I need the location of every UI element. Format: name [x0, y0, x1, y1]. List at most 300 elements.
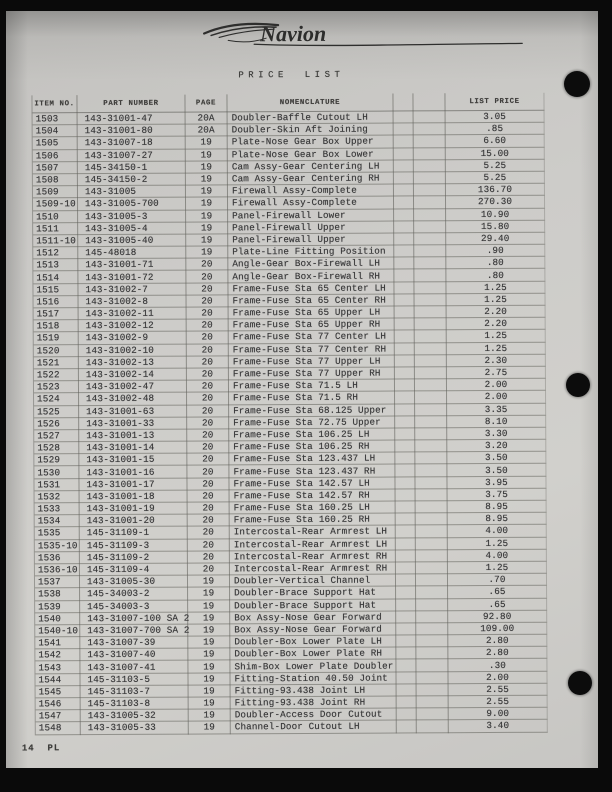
list-price-cell: 270.30: [445, 196, 544, 209]
blank-cell: [414, 367, 446, 379]
blank-cell: [415, 464, 447, 476]
page-cell: 20: [187, 417, 229, 429]
list-price-cell: 1.25: [447, 537, 546, 550]
part-number-cell: 143-31007-40: [80, 648, 188, 661]
punch-hole-icon: [564, 71, 590, 97]
page-cell: 20: [187, 404, 229, 416]
blank-cell: [416, 708, 448, 720]
nomenclature-cell: Frame-Fuse Sta 65 Upper RH: [228, 318, 394, 331]
blank-cell: [393, 160, 413, 172]
header-list-price: LIST PRICE: [445, 93, 544, 111]
list-price-cell: 5.25: [445, 171, 544, 184]
nomenclature-cell: Intercostal-Rear Armrest LH: [229, 525, 395, 538]
blank-cell: [414, 245, 446, 257]
list-price-cell: 2.80: [448, 634, 547, 647]
page-cell: 19: [185, 173, 227, 185]
nomenclature-cell: Doubler-Brace Support Hat: [230, 586, 396, 599]
page-cell: 19: [185, 148, 227, 160]
list-price-cell: 2.75: [446, 366, 545, 379]
blank-cell: [394, 318, 414, 330]
page-cell: 19: [186, 209, 228, 221]
item-no-cell: 1513: [33, 259, 78, 271]
nomenclature-cell: Frame-Fuse Sta 123.437 RH: [229, 464, 395, 477]
table-row: [35, 720, 547, 735]
item-no-cell: 1512: [33, 247, 78, 259]
list-price-cell: 2.00: [448, 671, 547, 684]
list-price-cell: 3.35: [447, 403, 546, 416]
item-no-cell: 1509: [32, 186, 77, 198]
page-cell: 19: [188, 612, 230, 624]
blank-cell: [415, 391, 447, 403]
list-price-cell: 1.25: [446, 330, 545, 343]
page-cell: 20: [186, 283, 228, 295]
nomenclature-cell: Plate-Nose Gear Box Lower: [227, 148, 393, 161]
list-price-cell: 2.20: [446, 305, 545, 318]
part-number-cell: 143-31005-40: [78, 234, 186, 247]
blank-cell: [394, 306, 414, 318]
blank-cell: [395, 513, 415, 525]
page-cell: 20: [187, 563, 229, 575]
page-cell: 20: [186, 319, 228, 331]
blank-cell: [413, 196, 445, 208]
nomenclature-cell: Frame-Fuse Sta 72.75 Upper: [229, 416, 395, 429]
nomenclature-cell: Frame-Fuse Sta 65 Center RH: [228, 294, 394, 307]
nomenclature-cell: Box Assy-Nose Gear Forward: [230, 623, 396, 636]
item-no-cell: 1517: [33, 308, 78, 320]
blank-cell: [416, 696, 448, 708]
blank-cell: [415, 428, 447, 440]
nomenclature-cell: Frame-Fuse Sta 142.57 LH: [229, 477, 395, 490]
nomenclature-cell: Frame-Fuse Sta 160.25 LH: [229, 501, 395, 514]
blank-cell: [416, 586, 448, 598]
page-cell: 19: [186, 222, 228, 234]
blank-cell: [415, 562, 447, 574]
item-no-cell: 1537: [34, 576, 79, 588]
list-price-cell: 1.25: [446, 281, 545, 294]
part-number-cell: 145-31103-8: [80, 697, 188, 710]
blank-cell: [395, 464, 415, 476]
nomenclature-cell: Doubler-Baffle Cutout LH: [227, 111, 393, 124]
part-number-cell: 143-31007-700 SA 2: [80, 624, 188, 637]
blank-cell: [416, 598, 448, 610]
blank-cell: [394, 379, 414, 391]
blank-cell: [394, 367, 414, 379]
nomenclature-cell: Shim-Box Lower Plate Doubler: [230, 659, 396, 672]
item-no-cell: 1504: [32, 125, 77, 137]
part-number-cell: 145-31109-2: [79, 551, 187, 564]
list-price-cell: .65: [448, 586, 547, 599]
blank-cell: [413, 172, 445, 184]
part-number-cell: 145-34150-1: [77, 161, 185, 174]
blank-cell: [396, 696, 416, 708]
part-number-cell: 143-31001-17: [79, 478, 187, 491]
part-number-cell: 143-31002-8: [78, 295, 186, 308]
blank-cell: [394, 282, 414, 294]
part-number-cell: 143-31002-14: [78, 368, 186, 381]
item-no-cell: 1532: [34, 490, 79, 502]
blank-cell: [416, 647, 448, 659]
blank-cell: [395, 428, 415, 440]
blank-cell: [393, 111, 413, 123]
item-no-cell: 1526: [34, 417, 79, 429]
page-cell: 20: [187, 502, 229, 514]
page-cell: 20: [187, 429, 229, 441]
blank-cell: [395, 403, 415, 415]
part-number-cell: 143-31001-80: [77, 124, 185, 137]
page-cell: 20: [186, 270, 228, 282]
page-cell: 20: [186, 258, 228, 270]
list-price-cell: 2.00: [447, 391, 546, 404]
blank-cell: [396, 611, 416, 623]
part-number-cell: 143-31002-7: [78, 283, 186, 296]
blank-cell: [413, 147, 445, 159]
blank-cell: [395, 416, 415, 428]
nomenclature-cell: Angle-Gear Box-Firewall RH: [228, 269, 394, 282]
item-no-cell: 1543: [35, 661, 80, 673]
list-price-cell: 3.50: [447, 451, 546, 464]
nomenclature-cell: Frame-Fuse Sta 77 Center LH: [228, 330, 394, 343]
blank-cell: [393, 196, 413, 208]
nomenclature-cell: Frame-Fuse Sta 77 Upper RH: [228, 367, 394, 380]
page-cell: 19: [188, 636, 230, 648]
nomenclature-cell: Frame-Fuse Sta 71.5 LH: [228, 379, 394, 392]
blank-cell: [415, 549, 447, 561]
blank-cell: [395, 489, 415, 501]
list-price-cell: .70: [447, 573, 546, 586]
page-cell: 19: [187, 575, 229, 587]
page-cell: 19: [188, 697, 230, 709]
nomenclature-cell: Angle-Gear Box-Firewall LH: [228, 257, 394, 270]
page-cell: 19: [188, 587, 230, 599]
item-no-cell: 1531: [34, 478, 79, 490]
nomenclature-cell: Intercostal-Rear Armrest LH: [229, 538, 395, 551]
item-no-cell: 1520: [33, 344, 78, 356]
page-cell: 20: [186, 307, 228, 319]
blank-cell: [396, 647, 416, 659]
nomenclature-cell: Doubler-Vertical Channel: [229, 574, 395, 587]
list-price-cell: 8.95: [447, 512, 546, 525]
nomenclature-cell: Frame-Fuse Sta 77 Upper LH: [228, 355, 394, 368]
page-cell: 20: [187, 490, 229, 502]
blank-cell: [394, 233, 414, 245]
punch-hole-icon: [568, 671, 592, 695]
part-number-cell: 143-31001-71: [78, 258, 186, 271]
list-price-cell: 2.20: [446, 317, 545, 330]
list-price-cell: 4.00: [447, 525, 546, 538]
item-no-cell: 1545: [35, 685, 80, 697]
nomenclature-cell: Channel-Door Cutout LH: [230, 720, 396, 733]
part-number-cell: 143-31001-14: [79, 441, 187, 454]
part-number-cell: 143-31001-47: [77, 112, 185, 125]
part-number-cell: 143-31005-3: [78, 210, 186, 223]
blank-cell: [413, 159, 445, 171]
part-number-cell: 143-31001-19: [79, 502, 187, 515]
item-no-cell: 1548: [35, 722, 80, 734]
part-number-cell: 145-31103-7: [80, 685, 188, 698]
nomenclature-cell: Plate-Line Fitting Position: [228, 245, 394, 258]
blank-cell: [396, 720, 416, 732]
blank-cell: [416, 720, 448, 732]
page-cell: 20A: [185, 124, 227, 136]
item-no-cell: 1542: [35, 649, 80, 661]
blank-cell: [414, 257, 446, 269]
part-number-cell: 145-48018: [78, 246, 186, 259]
list-price-cell: 2.80: [448, 646, 547, 659]
page-cell: 19: [186, 246, 228, 258]
item-no-cell: 1506: [32, 149, 77, 161]
nomenclature-cell: Firewall Assy-Complete: [227, 196, 393, 209]
item-no-cell: 1539: [35, 600, 80, 612]
blank-cell: [395, 477, 415, 489]
part-number-cell: 143-31005-32: [80, 709, 188, 722]
nomenclature-cell: Doubler-Access Door Cutout: [230, 708, 396, 721]
list-price-cell: .80: [446, 256, 545, 269]
item-no-cell: 1515: [33, 283, 78, 295]
blank-cell: [395, 501, 415, 513]
nomenclature-cell: Frame-Fuse Sta 106.25 RH: [229, 440, 395, 453]
list-price-cell: 8.95: [447, 500, 546, 513]
item-no-cell: 1530: [34, 466, 79, 478]
header-item-no: ITEM NO.: [32, 95, 77, 113]
nomenclature-cell: Fitting-93.438 Joint LH: [230, 684, 396, 697]
list-price-cell: 2.55: [448, 695, 547, 708]
blank-cell: [413, 184, 445, 196]
item-no-cell: 1547: [35, 710, 80, 722]
part-number-cell: 143-31007-41: [80, 661, 188, 674]
part-number-cell: 143-31001-20: [79, 514, 187, 527]
item-no-cell: 1521: [33, 356, 78, 368]
blank-cell: [394, 245, 414, 257]
page-cell: 20: [187, 453, 229, 465]
part-number-cell: 143-31002-47: [78, 380, 186, 393]
page-cell: 19: [188, 599, 230, 611]
list-price-cell: 3.50: [447, 464, 546, 477]
part-number-cell: 143-31001-72: [78, 271, 186, 284]
nomenclature-cell: Frame-Fuse Sta 160.25 RH: [229, 513, 395, 526]
blank-cell: [415, 403, 447, 415]
page-cell: 20: [186, 380, 228, 392]
part-number-cell: 143-31005-30: [79, 575, 187, 588]
blank-cell: [413, 135, 445, 147]
blank-cell: [413, 123, 445, 135]
list-price-cell: 1.25: [446, 342, 545, 355]
item-no-cell: 1527: [34, 430, 79, 442]
page-content: [6, 11, 598, 768]
blank-cell: [394, 221, 414, 233]
page-cell: 20: [187, 465, 229, 477]
item-no-cell: 1544: [35, 673, 80, 685]
list-price-cell: 3.95: [447, 476, 546, 489]
list-price-cell: 15.00: [445, 147, 544, 160]
blank-cell: [414, 294, 446, 306]
part-number-cell: 143-31001-33: [79, 417, 187, 430]
part-number-cell: 143-31005-700: [77, 197, 185, 210]
item-no-cell: 1525: [34, 405, 79, 417]
list-price-cell: 109.00: [448, 622, 547, 635]
item-no-cell: 1533: [34, 503, 79, 515]
nomenclature-cell: Fitting-93.438 Joint RH: [230, 696, 396, 709]
part-number-cell: 143-31007-100 SA 2: [80, 612, 188, 625]
blank-cell: [414, 220, 446, 232]
item-no-cell: 1540-10: [35, 625, 80, 637]
blank-cell: [394, 269, 414, 281]
item-no-cell: 1540: [35, 612, 80, 624]
nomenclature-cell: Frame-Fuse Sta 77 Center RH: [228, 343, 394, 356]
item-no-cell: 1511: [33, 222, 78, 234]
header-page: PAGE: [185, 94, 227, 112]
item-no-cell: 1522: [33, 369, 78, 381]
blank-cell: [393, 172, 413, 184]
item-no-cell: 1524: [34, 393, 79, 405]
blank-cell: [394, 294, 414, 306]
blank-cell: [413, 111, 445, 123]
blank-cell: [395, 537, 415, 549]
header-part-number: PART NUMBER: [77, 95, 185, 113]
page-cell: 20A: [185, 112, 227, 124]
blank-cell: [395, 391, 415, 403]
part-number-cell: 143-31002-10: [78, 344, 186, 357]
page-cell: 20: [187, 392, 229, 404]
header-nomenclature: NOMENCLATURE: [227, 94, 393, 112]
nomenclature-cell: Doubler-Box Lower Plate RH: [230, 647, 396, 660]
blank-cell: [393, 135, 413, 147]
item-no-cell: 1503: [32, 113, 77, 125]
part-number-cell: 145-34150-2: [77, 173, 185, 186]
list-price-cell: 3.05: [445, 110, 544, 123]
part-number-cell: 145-31103-5: [80, 673, 188, 686]
page-cell: 20: [187, 526, 229, 538]
blank-cell: [396, 708, 416, 720]
blank-cell: [415, 489, 447, 501]
blank-cell: [394, 342, 414, 354]
blank-cell: [415, 476, 447, 488]
list-price-cell: 3.30: [447, 427, 546, 440]
page-cell: 19: [186, 234, 228, 246]
nomenclature-cell: Frame-Fuse Sta 106.25 LH: [229, 428, 395, 441]
item-no-cell: 1505: [32, 137, 77, 149]
punch-hole-icon: [566, 373, 590, 397]
nomenclature-cell: Frame-Fuse Sta 65 Upper LH: [228, 306, 394, 319]
blank-cell: [414, 379, 446, 391]
blank-cell: [415, 574, 447, 586]
blank-cell: [393, 184, 413, 196]
blank-cell: [393, 147, 413, 159]
blank-cell: [395, 550, 415, 562]
blank-cell: [396, 684, 416, 696]
nomenclature-cell: Fitting-Station 40.50 Joint: [230, 672, 396, 685]
list-price-cell: .80: [446, 269, 545, 282]
nomenclature-cell: Frame-Fuse Sta 68.125 Upper: [229, 404, 395, 417]
nomenclature-cell: Panel-Firewall Upper: [228, 221, 394, 234]
nomenclature-cell: Cam Assy-Gear Centering LH: [227, 160, 393, 173]
list-price-cell: 2.00: [446, 378, 545, 391]
page-cell: 19: [188, 721, 230, 733]
blank-cell: [394, 355, 414, 367]
list-price-cell: .85: [445, 122, 544, 135]
page-cell: 19: [188, 709, 230, 721]
part-number-cell: 143-31001-15: [79, 453, 187, 466]
part-number-cell: 143-31002-12: [78, 319, 186, 332]
blank-cell: [394, 208, 414, 220]
blank-cell: [415, 452, 447, 464]
nomenclature-cell: Panel-Firewall Upper: [228, 233, 394, 246]
part-number-cell: 143-31002-9: [78, 331, 186, 344]
item-no-cell: 1535-10: [34, 539, 79, 551]
blank-cell: [414, 330, 446, 342]
blank-cell: [414, 342, 446, 354]
list-price-cell: 10.90: [446, 208, 545, 221]
part-number-cell: 145-31109-4: [79, 563, 187, 576]
blank-cell: [415, 501, 447, 513]
header-blank-2: [413, 93, 445, 111]
part-number-cell: 143-31007-27: [77, 149, 185, 162]
page-cell: 20: [186, 356, 228, 368]
item-no-cell: 1534: [34, 515, 79, 527]
part-number-cell: 143-31005: [77, 185, 185, 198]
list-price-cell: 136.70: [445, 183, 544, 196]
navion-logo: [198, 16, 524, 52]
blank-cell: [395, 440, 415, 452]
price-list-table: [31, 93, 547, 735]
blank-cell: [414, 318, 446, 330]
item-no-cell: 1508: [32, 174, 77, 186]
nomenclature-cell: Intercostal-Rear Armrest RH: [229, 550, 395, 563]
page-title: PRICE LIST: [238, 69, 345, 81]
part-number-cell: 143-31007-18: [77, 136, 185, 149]
page-cell: 19: [185, 197, 227, 209]
page-cell: 20: [187, 478, 229, 490]
page-number: 14 PL: [21, 743, 61, 754]
list-price-cell: 5.25: [445, 159, 544, 172]
nomenclature-cell: Box Assy-Nose Gear Forward: [230, 611, 396, 624]
list-price-cell: 6.60: [445, 135, 544, 148]
page-cell: 19: [188, 673, 230, 685]
list-price-cell: 2.30: [446, 354, 545, 367]
part-number-cell: 145-31109-3: [79, 539, 187, 552]
page-cell: 19: [188, 648, 230, 660]
nomenclature-cell: Doubler-Brace Support Hat: [230, 599, 396, 612]
list-price-cell: 15.80: [446, 220, 545, 233]
part-number-cell: 143-31002-11: [78, 307, 186, 320]
item-no-cell: 1519: [33, 332, 78, 344]
blank-cell: [416, 610, 448, 622]
item-no-cell: 1518: [33, 320, 78, 332]
item-no-cell: 1529: [34, 454, 79, 466]
item-no-cell: 1538: [35, 588, 80, 600]
list-price-cell: .90: [446, 244, 545, 257]
item-no-cell: 1507: [32, 161, 77, 173]
list-price-cell: 2.55: [448, 683, 547, 696]
part-number-cell: 143-31001-13: [79, 429, 187, 442]
blank-cell: [396, 672, 416, 684]
list-price-cell: 8.10: [447, 415, 546, 428]
part-number-cell: 143-31005-33: [80, 721, 188, 734]
blank-cell: [414, 281, 446, 293]
list-price-cell: 4.00: [447, 549, 546, 562]
page-cell: 20: [186, 343, 228, 355]
scanned-paper-page: [6, 11, 598, 768]
page-cell: 20: [187, 551, 229, 563]
brand-name: Navion: [260, 20, 327, 47]
blank-cell: [416, 635, 448, 647]
blank-cell: [416, 671, 448, 683]
nomenclature-cell: Doubler-Box Lower Plate LH: [230, 635, 396, 648]
blank-cell: [394, 257, 414, 269]
blank-cell: [396, 598, 416, 610]
list-price-cell: 3.75: [447, 488, 546, 501]
list-price-cell: 1.25: [447, 561, 546, 574]
list-price-cell: 1.25: [446, 293, 545, 306]
